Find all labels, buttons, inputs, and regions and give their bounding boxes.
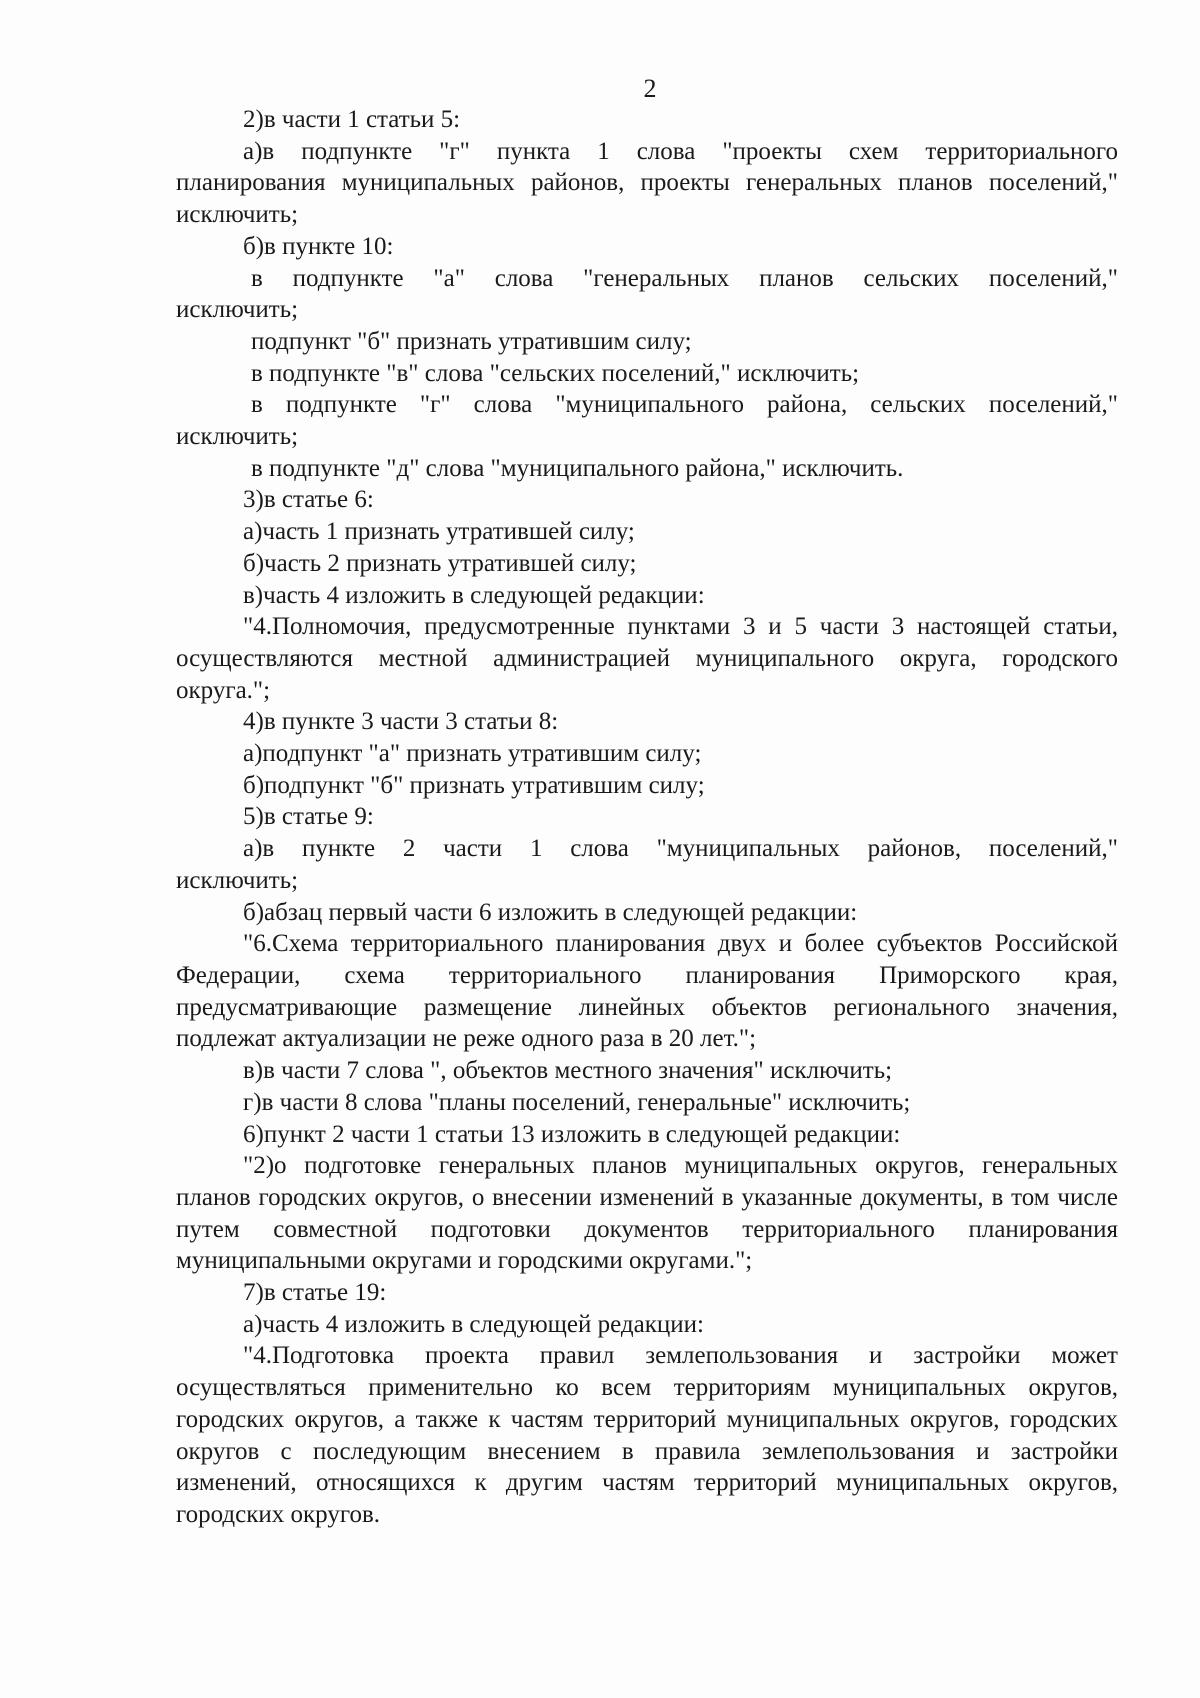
paragraph: в)часть 4 изложить в следующей редакции: xyxy=(243,581,705,609)
paragraph: "4.Подготовка проекта правил землепользования и застройки может осуществляться применительно ко всем территориям муниципальных округов, городских округов, а также к частям территорий муниципальных округов, городских округов с последующим внесением в правила землепользования и застройки изменений, относящихся к другим частям территорий муниципальных округов, городских округов. xyxy=(176,1342,1118,1528)
paragraph: подпункт "б" признать утратившим силу; xyxy=(251,327,692,355)
paragraph: "2)о подготовке генеральных планов муниципальных округов, генеральных планов городских округов, о внесении изменений в указанные документы, в том числе путем совместной подготовки документов территориального планирования муниципальными округами и городскими округами."; xyxy=(176,1152,1118,1275)
paragraph: 3)в статье 6: xyxy=(243,486,374,514)
paragraph: 6)пункт 2 части 1 статьи 13 изложить в следующей редакции: xyxy=(243,1120,901,1148)
paragraph: а)часть 1 признать утратившей силу; xyxy=(243,518,635,546)
paragraph: а)подпункт "а" признать утратившим силу; xyxy=(243,740,702,768)
paragraph: а)часть 4 изложить в следующей редакции: xyxy=(243,1310,704,1338)
page-number: 2 xyxy=(643,74,657,103)
paragraph: 2)в части 1 статьи 5: xyxy=(243,106,461,133)
paragraph: "4.Полномочия, предусмотренные пунктами 3 и 5 части 3 настоящей статьи, осуществляются местной администрацией муниципального округа, городского округа."; xyxy=(176,613,1118,704)
paragraph: г)в части 8 слова "планы поселений, генеральные" исключить; xyxy=(243,1088,911,1116)
paragraph: б)абзац первый части 6 изложить в следующей редакции: xyxy=(243,898,858,926)
paragraph: 5)в статье 9: xyxy=(243,803,374,831)
paragraph: 7)в статье 19: xyxy=(243,1279,387,1307)
paragraph: "6.Схема территориального планирования двух и более субъектов Российской Федерации, схема территориального планирования Приморского края, предусматривающие размещение линейных объектов регионального значения, подлежат актуализации не реже одного раза в 20 лет."; xyxy=(176,930,1118,1053)
paragraph: 4)в пункте 3 части 3 статьи 8: xyxy=(243,708,559,736)
document-body xyxy=(176,104,1118,1531)
paragraph: а)в подпункте "г" пункта 1 слова "проекты схем территориального планирования муниципальных районов, проекты генеральных планов поселений," исключить; xyxy=(176,137,1118,229)
paragraph: в подпункте "а" слова "генеральных планов сельских поселений," исключить; xyxy=(176,264,1118,324)
paragraph: в подпункте "г" слова "муниципального района, сельских поселений," исключить; xyxy=(176,391,1118,451)
paragraph: в)в части 7 слова ", объектов местного значения" исключить; xyxy=(243,1057,893,1085)
paragraph: б)подпункт "б" признать утратившим силу; xyxy=(243,771,705,799)
paragraph: в подпункте "д" слова "муниципального района," исключить. xyxy=(251,454,904,482)
paragraph: б)часть 2 признать утратившей силу; xyxy=(243,549,637,577)
paragraph: а)в пункте 2 части 1 слова "муниципальных районов, поселений," исключить; xyxy=(176,835,1118,894)
paragraph: б)в пункте 10: xyxy=(243,232,394,260)
paragraph: в подпункте "в" слова "сельских поселений," исключить; xyxy=(251,359,860,387)
